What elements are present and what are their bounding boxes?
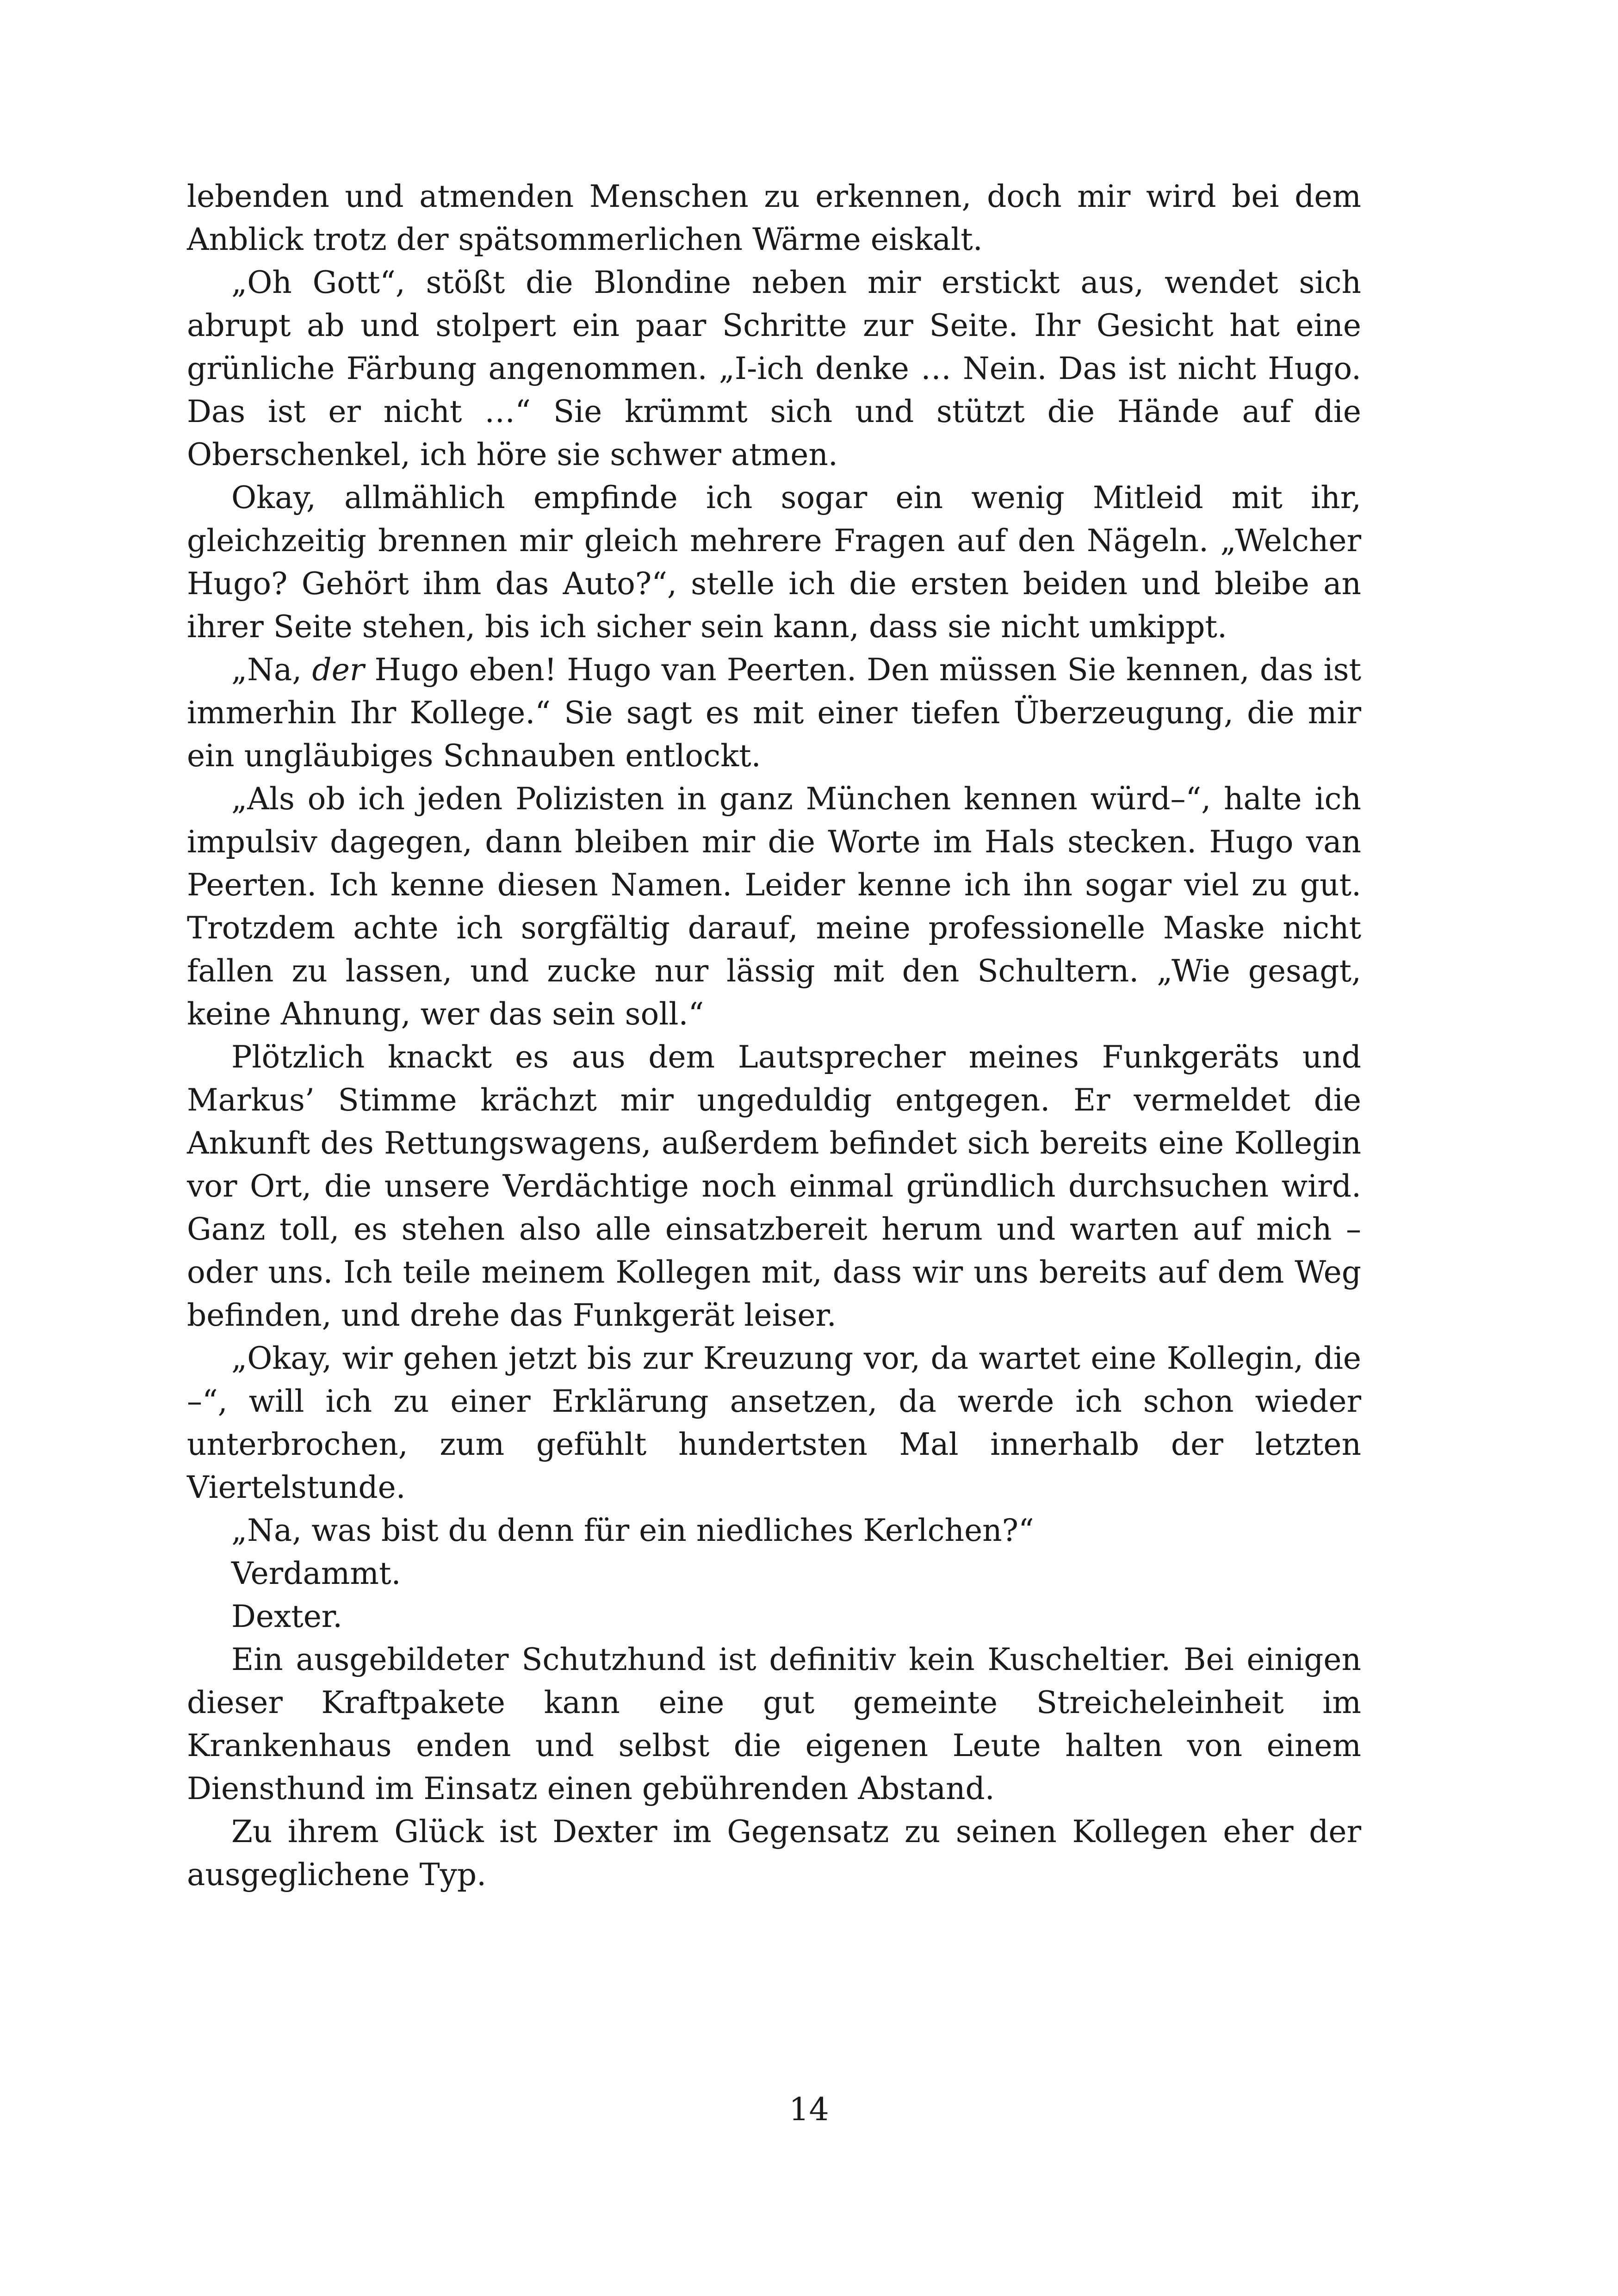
paragraph-7: „Okay, wir gehen jetzt bis zur Kreuzung vor, da wartet eine Kollegin, die –“, will ich zu einer Erklärung ansetzen, da werde ich schon wieder unterbrochen, zum gefühlt hundertsten Mal innerhalb der letzten Viertelstunde. <box>187 1340 1361 1505</box>
paragraph-6: Plötzlich knackt es aus dem Lautsprecher meines Funkgeräts und Markus’ Stimme krächzt mir ungeduldig entgegen. Er vermeldet die Ankunft des Rettungswagens, außerdem befindet sich bereits eine Kollegin vor Ort, die unsere Verdächtige noch einmal gründlich durchsuchen wird. Ganz toll, es stehen also alle einsatzbereit herum und warten auf mich – oder uns. Ich teile meinem Kollegen mit, dass wir uns bereits auf dem Weg befinden, und drehe das Funkgerät leiser. <box>187 1039 1361 1333</box>
paragraph-4 <box>187 648 1361 777</box>
body-text <box>187 175 1361 1896</box>
paragraph-4-part-3: Hugo eben! Hugo van Peerten. Den müssen Sie kennen, das ist immerhin Ihr Kollege.“ Sie sagt es mit einer tiefen Überzeugung, die mir ein ungläubiges Schnauben entlockt. <box>187 652 1361 774</box>
paragraph-5: „Als ob ich jeden Polizisten in ganz München kennen würd–“, halte ich impulsiv dagegen, dann bleiben mir die Worte im Hals stecken. Hugo van Peerten. Ich kenne diesen Namen. Leider kenne ich ihn sogar viel zu gut. Trotzdem achte ich sorgfältig darauf, meine professionelle Maske nicht fallen zu lassen, und zucke nur lässig mit den Schultern. „Wie gesagt, keine Ahnung, wer das sein soll.“ <box>187 781 1361 1032</box>
paragraph-12: Zu ihrem Glück ist Dexter im Gegensatz zu seinen Kollegen eher der ausgeglichene Typ. <box>187 1814 1361 1893</box>
paragraph-9: Verdammt. <box>231 1556 401 1591</box>
paragraph-10: Dexter. <box>231 1599 343 1634</box>
paragraph-11: Ein ausgebildeter Schutzhund ist definitiv kein Kuscheltier. Bei einigen dieser Kraftpakete kann eine gut gemeinte Streicheleinheit im Krankenhaus enden und selbst die eigenen Leute halten von einem Diensthund im Einsatz einen gebührenden Abstand. <box>187 1642 1361 1806</box>
paragraph-8: „Na, was bist du denn für ein niedliches Kerlchen?“ <box>231 1513 1034 1548</box>
paragraph-2: „Oh Gott“, stößt die Blondine neben mir erstickt aus, wendet sich abrupt ab und stolpert ein paar Schritte zur Seite. Ihr Gesicht hat eine grünliche Färbung angenommen. „I-ich denke … Nein. Das ist nicht Hugo. Das ist er nicht …“ Sie krümmt sich und stützt die Hände auf die Oberschenkel, ich höre sie schwer atmen. <box>187 265 1361 472</box>
page-number: 14 <box>789 2091 829 2128</box>
paragraph-1: lebenden und atmenden Menschen zu erkennen, doch mir wird bei dem Anblick trotz der spätsommerlichen Wärme eiskalt. <box>187 179 1361 257</box>
paragraph-4-emphasis: der <box>312 652 365 688</box>
paragraph-3: Okay, allmählich empfinde ich sogar ein wenig Mitleid mit ihr, gleichzeitig brennen mir gleich mehrere Fragen auf den Nägeln. „Welcher Hugo? Gehört ihm das Auto?“, stelle ich die ersten beiden und bleibe an ihrer Seite stehen, bis ich sicher sein kann, dass sie nicht umkippt. <box>187 480 1361 645</box>
paragraph-4-part-1: „Na, <box>231 652 312 688</box>
